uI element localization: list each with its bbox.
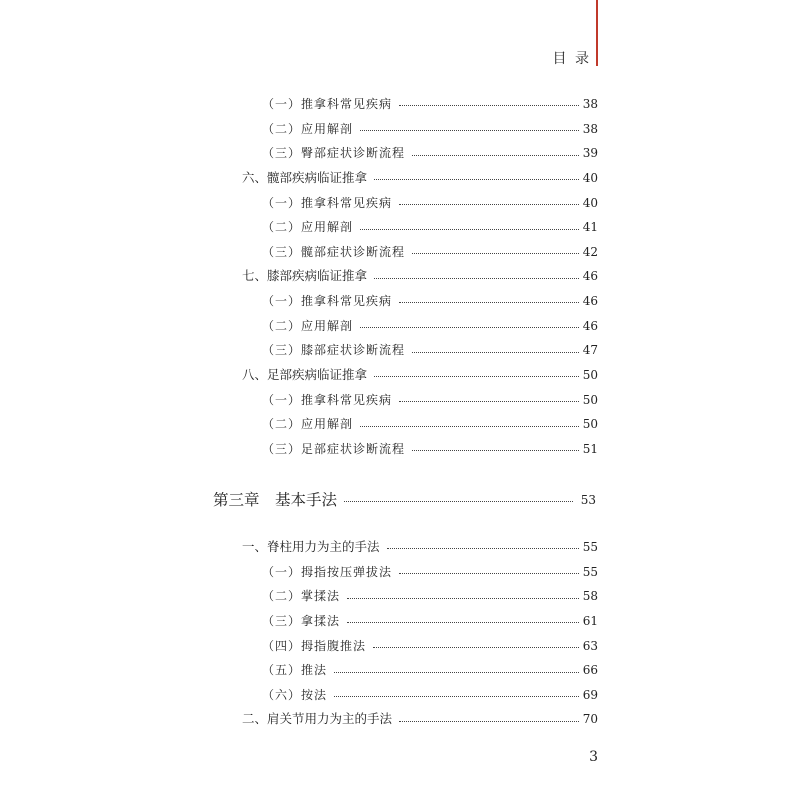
toc-entry-page-number: 41: [582, 220, 598, 235]
toc-entry-title: 六、髋部疾病临证推拿: [242, 169, 368, 185]
toc-entry-page-number: 61: [582, 613, 598, 628]
toc-entry-page-number: 50: [582, 368, 598, 383]
dot-leader: [399, 401, 579, 402]
dot-leader: [344, 501, 573, 502]
dot-leader: [360, 327, 579, 328]
toc-entry-title: （二）应用解剖: [262, 417, 354, 432]
dot-leader: [334, 672, 579, 673]
dot-leader: [374, 179, 579, 180]
dot-leader: [399, 302, 579, 303]
dot-leader: [347, 622, 579, 623]
toc-entry-title: （三）膝部症状诊断流程: [262, 343, 406, 358]
toc-entry-title: （二）应用解剖: [262, 318, 354, 333]
toc-entry-title: （六）按法: [262, 687, 328, 702]
toc-entry-page-number: 70: [582, 712, 598, 727]
toc-entry-page-number: 47: [582, 343, 598, 358]
toc-subsection-entry: [213, 92, 598, 117]
dot-leader: [334, 696, 579, 697]
toc-entry-title: 二、肩关节用力为主的手法: [242, 711, 393, 727]
toc-entry-title: （三）拿揉法: [262, 613, 341, 628]
toc-subsection-entry: [213, 609, 598, 634]
toc-subsection-entry: [213, 634, 598, 659]
dot-leader: [399, 204, 579, 205]
toc-entry-title: （三）髋部症状诊断流程: [262, 244, 406, 259]
toc-subsection-entry: [213, 240, 598, 265]
toc-entry-page-number: 38: [582, 121, 598, 136]
toc-subsection-entry: [213, 289, 598, 314]
toc-entry-title: （四）拇指腹推法: [262, 638, 367, 653]
toc-subsection-entry: [213, 560, 598, 585]
toc-section-entry: [213, 707, 598, 732]
dot-leader: [373, 647, 579, 648]
toc-entry-page-number: 63: [582, 638, 598, 653]
toc-entry-page-number: 50: [582, 392, 598, 407]
toc-entry-page-number: 40: [582, 170, 598, 185]
toc-entry-title: （二）掌揉法: [262, 589, 341, 604]
dot-leader: [347, 598, 579, 599]
toc-entry-page-number: 46: [582, 294, 598, 309]
toc-entry-title: （五）推法: [262, 663, 328, 678]
running-header-title: 目 录: [552, 51, 591, 67]
dot-leader: [360, 426, 579, 427]
toc-entry-page-number: 53: [580, 493, 596, 507]
dot-leader: [412, 155, 579, 156]
dot-leader: [374, 376, 579, 377]
toc-subsection-entry: [213, 437, 598, 462]
dot-leader: [399, 721, 579, 722]
toc-entry-title: 八、足部疾病临证推拿: [242, 367, 368, 383]
toc-entry-page-number: 40: [582, 195, 598, 210]
dot-leader: [412, 450, 579, 451]
dot-leader: [412, 352, 579, 353]
toc-group: [213, 535, 598, 732]
toc-entry-title: 七、膝部疾病临证推拿: [242, 268, 368, 284]
toc-group: [213, 92, 598, 462]
toc-entry-page-number: 69: [582, 687, 598, 702]
toc-entry-title: （一）推拿科常见疾病: [262, 294, 393, 309]
toc-section-entry: [213, 535, 598, 560]
toc-section-entry: [213, 166, 598, 191]
dot-leader: [399, 105, 579, 106]
toc-section-entry: [213, 363, 598, 388]
toc-subsection-entry: [213, 338, 598, 363]
toc-subsection-entry: [213, 191, 598, 216]
dot-leader: [360, 130, 579, 131]
toc-entry-title: （二）应用解剖: [262, 121, 354, 136]
toc-subsection-entry: [213, 215, 598, 240]
toc-entry-title: （三）臀部症状诊断流程: [262, 146, 406, 161]
toc-chapter-group: [213, 485, 598, 515]
toc-subsection-entry: [213, 412, 598, 437]
toc-entry-page-number: 46: [582, 318, 598, 333]
toc-entry-page-number: 39: [582, 146, 598, 161]
dot-leader: [360, 229, 579, 230]
toc-entry-page-number: 66: [582, 663, 598, 678]
toc-entry-page-number: 46: [582, 269, 598, 284]
toc-subsection-entry: [213, 683, 598, 708]
toc-subsection-entry: [213, 314, 598, 339]
toc-chapter-entry: [213, 485, 598, 515]
dot-leader: [399, 573, 579, 574]
toc-entry-page-number: 42: [582, 244, 598, 259]
toc-subsection-entry: [213, 658, 598, 683]
toc-entry-title: （一）推拿科常见疾病: [262, 392, 393, 407]
toc-subsection-entry: [213, 584, 598, 609]
toc-entry-page-number: 38: [582, 97, 598, 111]
toc-subsection-entry: [213, 141, 598, 166]
toc-entry-page-number: 51: [582, 441, 598, 456]
toc-entry-title: （二）应用解剖: [262, 220, 354, 235]
toc-entry-page-number: 50: [582, 417, 598, 432]
toc-entry-title: （三）足部症状诊断流程: [262, 441, 406, 456]
toc-entry-title: （一）推拿科常见疾病: [262, 97, 393, 111]
dot-leader: [412, 253, 579, 254]
toc-entry-page-number: 58: [582, 589, 598, 604]
toc-entry-title: 第三章 基本手法: [213, 491, 338, 509]
dot-leader: [374, 278, 579, 279]
toc-entry-page-number: 55: [582, 564, 598, 579]
toc-subsection-entry: [213, 388, 598, 413]
toc-subsection-entry: [213, 117, 598, 142]
toc-entry-title: （一）拇指按压弹拔法: [262, 564, 393, 579]
page-number: 3: [589, 749, 598, 765]
toc-entry-page-number: 55: [582, 540, 598, 554]
toc-section-entry: [213, 264, 598, 289]
dot-leader: [387, 548, 579, 549]
header-accent-line: [596, 0, 598, 66]
toc-entry-title: （一）推拿科常见疾病: [262, 195, 393, 210]
toc-entry-title: 一、脊柱用力为主的手法: [242, 539, 380, 554]
